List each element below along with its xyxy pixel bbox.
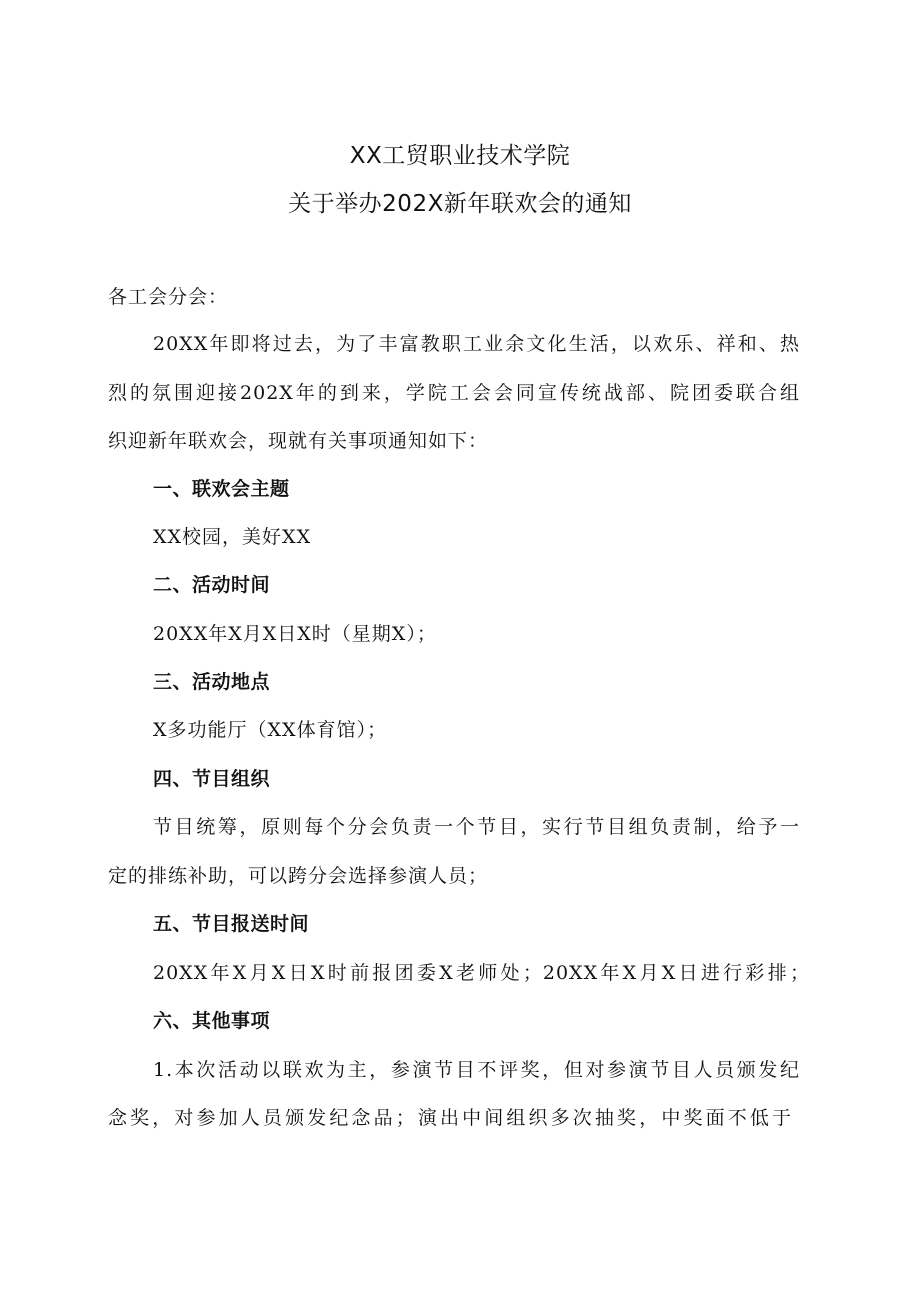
salutation: 各工会分会： (108, 286, 229, 308)
section-text-other-2: 念奖，对参加人员颁发纪念品；演出中间组织多次抽奖，中奖面不低于 (108, 1107, 792, 1129)
document-title-line2: 关于举办202X新年联欢会的通知 (288, 191, 632, 217)
document-title-line1: XX工贸职业技术学院 (349, 143, 571, 169)
intro-line-1: 20XX年即将过去，为了丰富教职工业余文化生活，以欢乐、祥和、热 (153, 333, 800, 355)
section-heading-program: 四、节目组织 (153, 768, 271, 790)
section-text-program-2: 定的排练补助，可以跨分会选择参演人员； (108, 865, 489, 887)
section-heading-other: 六、其他事项 (153, 1010, 271, 1032)
section-text-time: 20XX年X月X日X时（星期X）； (153, 623, 437, 645)
section-heading-submit: 五、节目报送时间 (153, 913, 310, 935)
intro-line-2: 烈的氛围迎接202X年的到来，学院工会会同宣传统战部、院团委联合组 (108, 382, 800, 404)
intro-line-3: 织迎新年联欢会，现就有关事项通知如下： (108, 430, 489, 452)
section-text-place: X多功能厅（XX体育馆）； (153, 719, 388, 741)
section-heading-time: 二、活动时间 (153, 574, 271, 596)
section-text-other-1: 1.本次活动以联欢为主，参演节目不评奖，但对参演节目人员颁发纪 (153, 1059, 800, 1081)
section-text-program-1: 节目统筹，原则每个分会负责一个节目，实行节目组负责制，给予一 (153, 816, 800, 838)
section-text-theme: XX校园，美好XX (153, 526, 312, 548)
section-heading-place: 三、活动地点 (153, 671, 271, 693)
section-text-submit: 20XX年X月X日X时前报团委X老师处；20XX年X月X日进行彩排； (153, 962, 810, 984)
section-heading-theme: 一、联欢会主题 (153, 478, 290, 500)
